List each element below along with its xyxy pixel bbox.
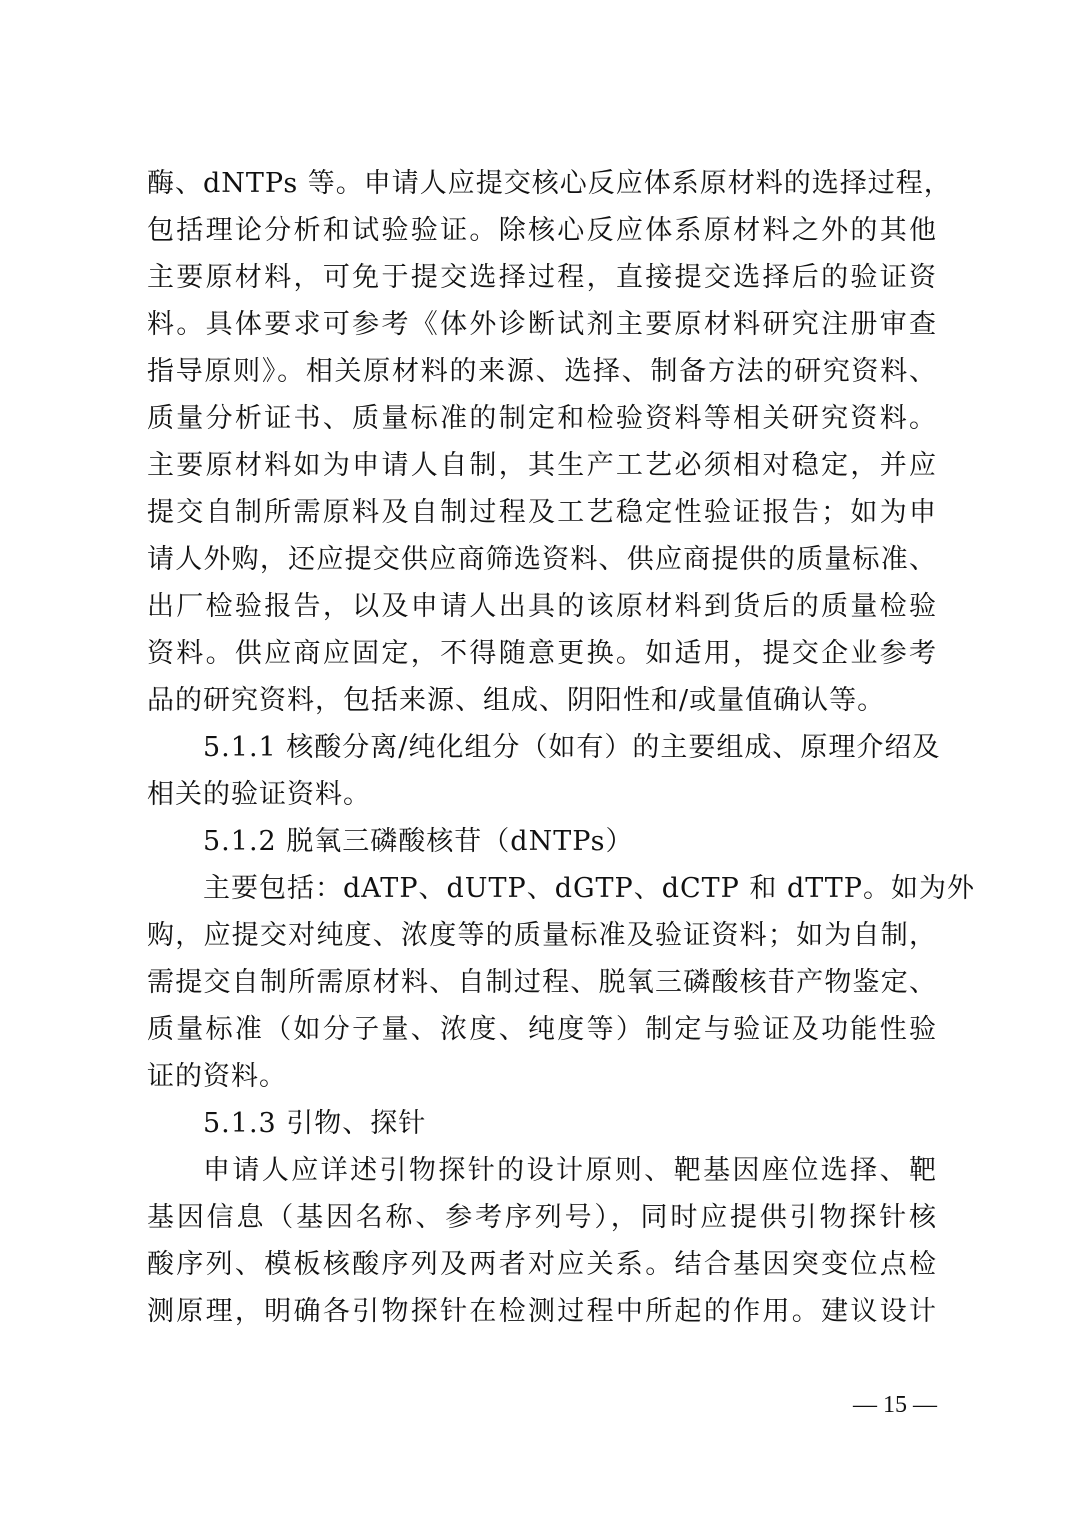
section-heading-5-1-3 <box>147 1100 937 1147</box>
section-heading-5-1-2 <box>147 818 937 865</box>
text-line: 提交自制所需原料及自制过程及工艺稳定性验证报告；如为申 <box>147 497 937 528</box>
text-line: 申请人应详述引物探针的设计原则、靶基因座位选择、靶 <box>203 1155 937 1186</box>
section-heading-line: 5.1.1 核酸分离/纯化组分（如有）的主要组成、原理介绍及 <box>203 732 941 763</box>
text-line: 购，应提交对纯度、浓度等的质量标准及验证资料；如为自制， <box>147 920 937 951</box>
section-heading-line: 5.1.3 引物、探针 <box>203 1108 427 1139</box>
text-line: 质量分析证书、质量标准的制定和检验资料等相关研究资料。 <box>147 403 937 434</box>
text-line: 质量标准（如分子量、浓度、纯度等）制定与验证及功能性验 <box>147 1014 937 1045</box>
paragraph <box>147 1147 937 1335</box>
text-line: 酸序列、模板核酸序列及两者对应关系。结合基因突变位点检 <box>147 1249 937 1280</box>
text-line: 资料。供应商应固定，不得随意更换。如适用，提交企业参考 <box>147 638 937 669</box>
text-line: 主要包括：dATP、dUTP、dGTP、dCTP 和 dTTP。如为外 <box>203 873 975 904</box>
text-line: 酶、dNTPs 等。申请人应提交核心反应体系原材料的选择过程， <box>147 168 952 199</box>
text-line: 品的研究资料，包括来源、组成、阴阳性和/或量值确认等。 <box>147 685 886 716</box>
text-line: 基因信息（基因名称、参考序列号），同时应提供引物探针核 <box>147 1202 937 1233</box>
text-line: 相关的验证资料。 <box>147 779 371 810</box>
paragraph <box>147 160 952 724</box>
document-body <box>147 160 975 1335</box>
text-line: 出厂检验报告，以及申请人出具的该原材料到货后的质量检验 <box>147 591 937 622</box>
text-line: 请人外购，还应提交供应商筛选资料、供应商提供的质量标准、 <box>147 544 937 575</box>
text-line: 主要原材料，可免于提交选择过程，直接提交选择后的验证资 <box>147 262 937 293</box>
section-heading-line: 5.1.2 脱氧三磷酸核苷（dNTPs） <box>203 826 634 857</box>
paragraph <box>147 865 975 1100</box>
page-number: — 15 — <box>853 1392 937 1418</box>
text-line: 料。具体要求可参考《体外诊断试剂主要原材料研究注册审查 <box>147 309 937 340</box>
text-line: 包括理论分析和试验验证。除核心反应体系原材料之外的其他 <box>147 215 937 246</box>
text-line: 测原理，明确各引物探针在检测过程中所起的作用。建议设计 <box>147 1296 937 1327</box>
section-paragraph-5-1-1 <box>147 724 941 818</box>
text-line: 指导原则》。相关原材料的来源、选择、制备方法的研究资料、 <box>147 356 937 387</box>
text-line: 证的资料。 <box>147 1061 287 1092</box>
text-line: 需提交自制所需原材料、自制过程、脱氧三磷酸核苷产物鉴定、 <box>147 967 937 998</box>
text-line: 主要原材料如为申请人自制，其生产工艺必须相对稳定，并应 <box>147 450 937 481</box>
